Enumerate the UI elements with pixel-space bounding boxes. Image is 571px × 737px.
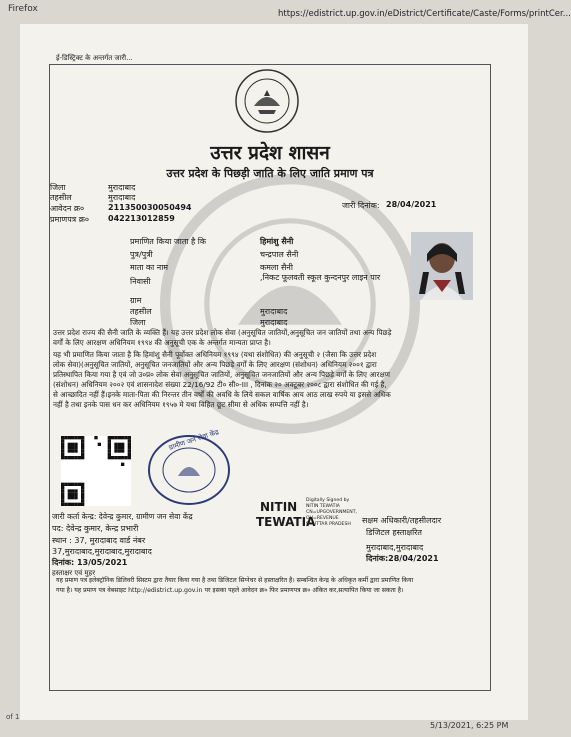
edistrict-note: ई-डिस्ट्रिक्ट के अन्तर्गत जारी... bbox=[56, 54, 133, 62]
issue-value: 28/04/2021 bbox=[386, 200, 437, 209]
address-value: ,निकट फूलवती स्कूल कुन्दनपुर लाइन पार bbox=[260, 273, 381, 282]
certificate-subtitle: उत्तर प्रदेश के पिछड़ी जाति के लिए जाति प्रमाण पत्र bbox=[166, 167, 374, 180]
resident-label: निवासी bbox=[130, 277, 151, 286]
center-line-3: स्थान : 37, मुरादाबाद वार्ड नंबर bbox=[52, 536, 146, 545]
footer-line-1: यह प्रमाण पत्र इलेक्ट्रॉनिक डिलिवरी सिस्टम द्वारा तैयार किया गया है तथा डिजिटल सिग्नेचर से हस्ताक्षरित है। सम्बन्धित केन्द्र के अधिकृत कर्मी द्वारा प्रमाणित किया bbox=[56, 577, 414, 584]
officer-line-4: दिनांक:28/04/2021 bbox=[366, 554, 439, 563]
person-photo-icon bbox=[411, 232, 473, 300]
district-label: जिला bbox=[50, 183, 66, 192]
certificate-paper bbox=[20, 24, 528, 720]
mother-name: कमला सैनी bbox=[260, 263, 293, 272]
up-emblem-icon bbox=[234, 68, 300, 134]
application-value: 211350030050494 bbox=[108, 203, 192, 212]
body-line-3: यह भी प्रमाणित किया जाता है कि हिमांशु सैनी पूर्वोक्त अधिनियम १९९४ (यथा संशोधित) की अनुसूची २ (जैसा कि उत्तर प्रदेश bbox=[53, 350, 377, 359]
sig-line-4: OU=REVENUE bbox=[306, 516, 339, 521]
tehsil-label: तहसील bbox=[50, 193, 72, 202]
qr-code-icon[interactable] bbox=[60, 436, 132, 506]
person-name: हिमांशु सैनी bbox=[260, 237, 294, 246]
officer-line-2: डिजिटल हस्ताक्षरित bbox=[366, 528, 422, 537]
center-date: दिनांक: 13/05/2021 bbox=[52, 558, 128, 567]
footer-line-2: गया है। यह प्रमाण पत्र वेबसाइट http://edistrict.up.gov.in पर इसका पहले आवेदन क्र० फिर प्रमाणपत्र क्र० अंकित कर,सत्यापित किया जा सकता है। bbox=[56, 587, 404, 594]
page-counter: of 1 bbox=[6, 713, 20, 721]
print-timestamp: 5/13/2021, 6:25 PM bbox=[430, 721, 509, 730]
mother-label: माता का नाम bbox=[130, 263, 169, 272]
district-label-2: जिला bbox=[130, 318, 146, 327]
body-line-7: से आच्छादित नहीं हैं।इनके माता-पिता की निरन्तर तीन वर्षों की अवधि के लिये सकल वार्षिक आय आठ लाख रुपये या इससे अधिक bbox=[53, 390, 391, 399]
body-line-6: (संशोधन) अधिनियम २००२ एवं शासनादेश संख्या 22/16/92 टी० सी०-III , दिनांक २० अक्टूबर २००८ द्वारा संशोधित की गई है, bbox=[53, 380, 387, 389]
signer-name-1: NITIN bbox=[260, 500, 298, 514]
village-label: ग्राम bbox=[130, 296, 142, 305]
body-line-8: नहीं है तथा इनके पास धन कर अधिनियम १९५७ मे यथा विहित छूट सीमा से अधिक सम्पत्ति नहीं है। bbox=[53, 400, 309, 409]
signer-name-2: TEWATIA bbox=[256, 515, 316, 529]
father-name: चन्द्रपाल सैनी bbox=[260, 250, 299, 259]
stamp-text: ग्रामीण जन सेवा केंद्र bbox=[167, 428, 220, 452]
district-value-2: मुरादाबाद bbox=[260, 318, 288, 327]
issue-label: जारी दिनांक: bbox=[342, 201, 380, 210]
relation-label: पुत्र/पुत्री bbox=[130, 250, 153, 259]
body-line-2: वर्गों के लिए आरक्षण अधिनियम १९९४ की अनुसूची एक के अन्तर्गत मान्यता प्राप्त है। bbox=[53, 338, 271, 347]
center-line-1: जारी कर्ता केन्द्र: देवेन्द्र कुमार, ग्रामीण जन सेवा केंद्र bbox=[52, 512, 193, 521]
body-line-4: लोक सेवा)(अनुसूचित जातियों, अनुसूचित जनजातियों और अन्य पिछड़े वर्गों के लिए आरक्षण (संशोधन) अधिनियम २००१ द्वारा bbox=[53, 360, 377, 369]
certificate-label: प्रमाणपत्र क्र० bbox=[50, 215, 89, 224]
officer-line-3: मुरादाबाद,मुरादाबाद bbox=[366, 543, 424, 552]
sig-line-3: CN=UPGOVERNMENT, bbox=[306, 510, 357, 515]
center-line-4: 37,मुरादाबाद,मुरादाबाद,मुरादाबाद bbox=[52, 547, 152, 556]
browser-name: Firefox bbox=[8, 4, 38, 14]
certify-label: प्रमाणित किया जाता है कि bbox=[130, 237, 207, 246]
application-label: आवेदन क्र० bbox=[50, 204, 85, 213]
sig-line-5: S=UTTAR PRADESH bbox=[306, 522, 351, 527]
sig-line-2: NITIN TEWATIA bbox=[306, 504, 340, 509]
applicant-photo bbox=[411, 232, 473, 300]
district-value: मुरादाबाद bbox=[108, 183, 136, 192]
certificate-value: 042213012859 bbox=[108, 214, 175, 223]
sig-line-1: Digitally Signed by bbox=[306, 498, 350, 503]
signature-details bbox=[306, 498, 357, 528]
body-line-5: प्रतिस्थापित किया गया है एवं जो उ०प्र० लोक सेवा अनुसूचित जातियों, अनुसूचित जनजातियों और अन्य पिछड़े वर्गों के लिए आरक्षण bbox=[53, 370, 390, 379]
officer-line-1: सक्षम अधिकारी/तहसीलदार bbox=[362, 516, 442, 525]
center-line-2: पद: देवेन्द्र कुमार, केन्द्र प्रभारी bbox=[52, 524, 139, 533]
body-line-1: उत्तर प्रदेश राज्य की सैनी जाति के व्यक्ति हैं। यह उत्तर प्रदेश लोक सेवा (अनुसूचित जातियों,अनुसूचित जन जातियों तथा अन्य पिछड़े bbox=[53, 328, 392, 337]
url-text: https://edistrict.up.gov.in/eDistrict/Certificate/Caste/Forms/printCer... bbox=[278, 9, 571, 19]
center-sign-label: हस्ताक्षर एवं मुहर bbox=[52, 569, 96, 577]
tehsil-value-2: मुरादाबाद bbox=[260, 307, 288, 316]
tehsil-value: मुरादाबाद bbox=[108, 193, 136, 202]
page-title: उत्तर प्रदेश शासन bbox=[210, 142, 330, 164]
tehsil-label-2: तहसील bbox=[130, 307, 152, 316]
